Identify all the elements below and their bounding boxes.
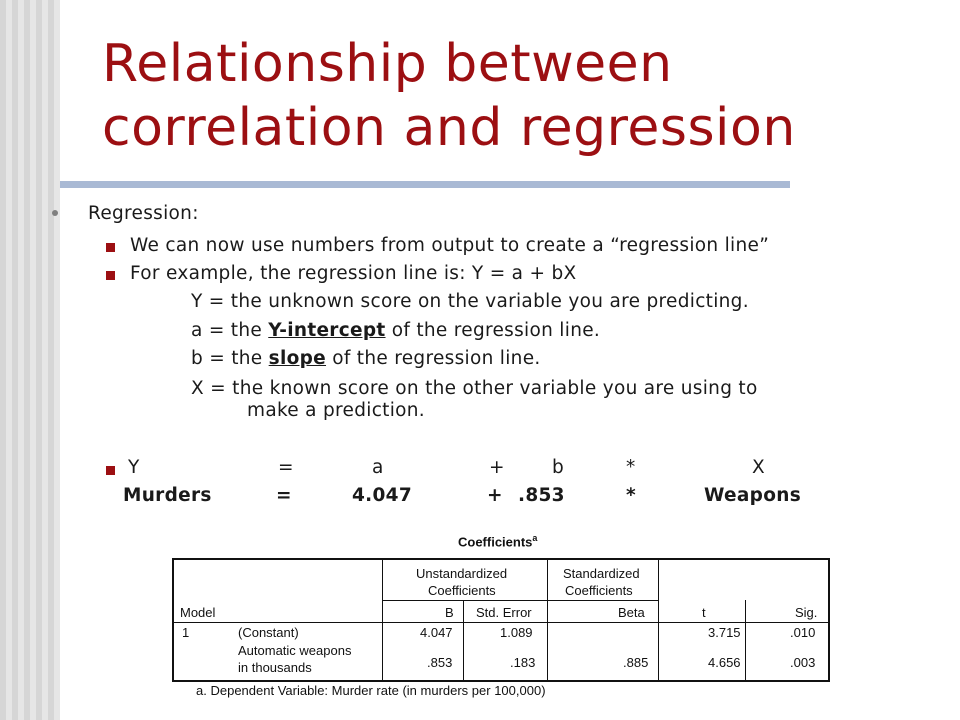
row-weapons-label-2: in thousands bbox=[238, 660, 312, 675]
title-underline-bar bbox=[60, 181, 790, 188]
footnote-text: Dependent Variable: Murder rate (in murders per 100,000) bbox=[210, 683, 546, 698]
definition-a bbox=[191, 319, 600, 343]
title-line-1: Relationship between bbox=[102, 34, 673, 94]
table-col-divider bbox=[658, 558, 659, 682]
equation-a: a bbox=[372, 457, 384, 478]
row-constant-se: 1.089 bbox=[500, 625, 533, 640]
equation-weapons: Weapons bbox=[704, 485, 802, 506]
header-beta: Beta bbox=[618, 605, 645, 620]
row-weapons-se: .183 bbox=[510, 655, 536, 670]
definition-x-line-2: make a prediction. bbox=[247, 400, 425, 421]
equation-times-bold: * bbox=[626, 485, 636, 506]
equation-times: * bbox=[626, 457, 636, 478]
header-b: B bbox=[445, 605, 454, 620]
table-title-superscript: a bbox=[532, 533, 538, 543]
square-bullet-icon bbox=[106, 466, 115, 475]
table-col-divider bbox=[382, 558, 383, 682]
footnote-marker: a. bbox=[196, 683, 207, 698]
equation-plus-bold: + bbox=[487, 485, 503, 506]
header-unstandardized-coefficients: Coefficients bbox=[428, 583, 496, 598]
square-bullet-icon bbox=[106, 243, 115, 252]
table-col-divider bbox=[463, 600, 464, 682]
row-constant-label: (Constant) bbox=[238, 625, 299, 640]
row-weapons-sig: .003 bbox=[790, 655, 816, 670]
definition-a-prefix: a = the bbox=[191, 320, 269, 341]
table-group-divider bbox=[382, 600, 658, 601]
equation-b: b bbox=[552, 457, 565, 478]
table-col-divider bbox=[547, 558, 548, 682]
header-std-error: Std. Error bbox=[476, 605, 532, 620]
table-top-border bbox=[172, 558, 829, 560]
header-standardized: Standardized bbox=[563, 566, 640, 581]
row-weapons-label-1: Automatic weapons bbox=[238, 643, 352, 658]
term-slope: slope bbox=[268, 348, 327, 369]
equation-murders: Murders bbox=[123, 485, 212, 506]
header-t: t bbox=[702, 605, 706, 620]
regression-heading: Regression: bbox=[88, 203, 199, 224]
header-standardized-coefficients: Coefficients bbox=[565, 583, 633, 598]
equation-intercept-value: 4.047 bbox=[352, 485, 413, 506]
equation-plus: + bbox=[489, 457, 505, 478]
row-weapons-beta: .885 bbox=[623, 655, 649, 670]
row-weapons-t: 4.656 bbox=[708, 655, 741, 670]
table-right-border bbox=[828, 558, 830, 682]
header-sig: Sig. bbox=[795, 605, 818, 620]
equation-equals-bold: = bbox=[276, 485, 292, 506]
header-unstandardized: Unstandardized bbox=[416, 566, 508, 581]
table-header-divider bbox=[172, 622, 829, 623]
point-example-equation: For example, the regression line is: Y = a + bX bbox=[130, 263, 577, 284]
equation-equals: = bbox=[278, 457, 294, 478]
definition-x-line-1: X = the known score on the other variable you are using to bbox=[191, 378, 758, 399]
row-constant-sig: .010 bbox=[790, 625, 816, 640]
slide-title bbox=[102, 32, 932, 160]
header-model: Model bbox=[180, 605, 216, 620]
definition-a-suffix: of the regression line. bbox=[385, 320, 601, 341]
term-y-intercept: Y-intercept bbox=[268, 320, 386, 341]
bullet-dot-icon bbox=[52, 210, 58, 216]
equation-y: Y bbox=[128, 457, 140, 478]
definition-y: Y = the unknown score on the variable you are predicting. bbox=[191, 291, 749, 312]
model-number: 1 bbox=[182, 625, 190, 640]
row-constant-b: 4.047 bbox=[420, 625, 453, 640]
table-left-border bbox=[172, 558, 174, 682]
definition-b-suffix: of the regression line. bbox=[326, 348, 541, 369]
definition-b-prefix: b = the bbox=[191, 348, 269, 369]
table-title-text: Coefficients bbox=[458, 534, 533, 550]
table-col-divider bbox=[745, 600, 746, 682]
table-title bbox=[458, 533, 537, 549]
row-weapons-b: .853 bbox=[427, 655, 453, 670]
point-regression-line: We can now use numbers from output to create a “regression line” bbox=[130, 235, 770, 256]
title-line-2: correlation and regression bbox=[102, 98, 796, 158]
definition-b bbox=[191, 347, 541, 371]
row-constant-t: 3.715 bbox=[708, 625, 741, 640]
equation-x: X bbox=[752, 457, 765, 478]
table-bottom-border bbox=[172, 680, 829, 682]
equation-slope-value: .853 bbox=[518, 485, 565, 506]
square-bullet-icon bbox=[106, 271, 115, 280]
table-footnote bbox=[196, 683, 546, 698]
